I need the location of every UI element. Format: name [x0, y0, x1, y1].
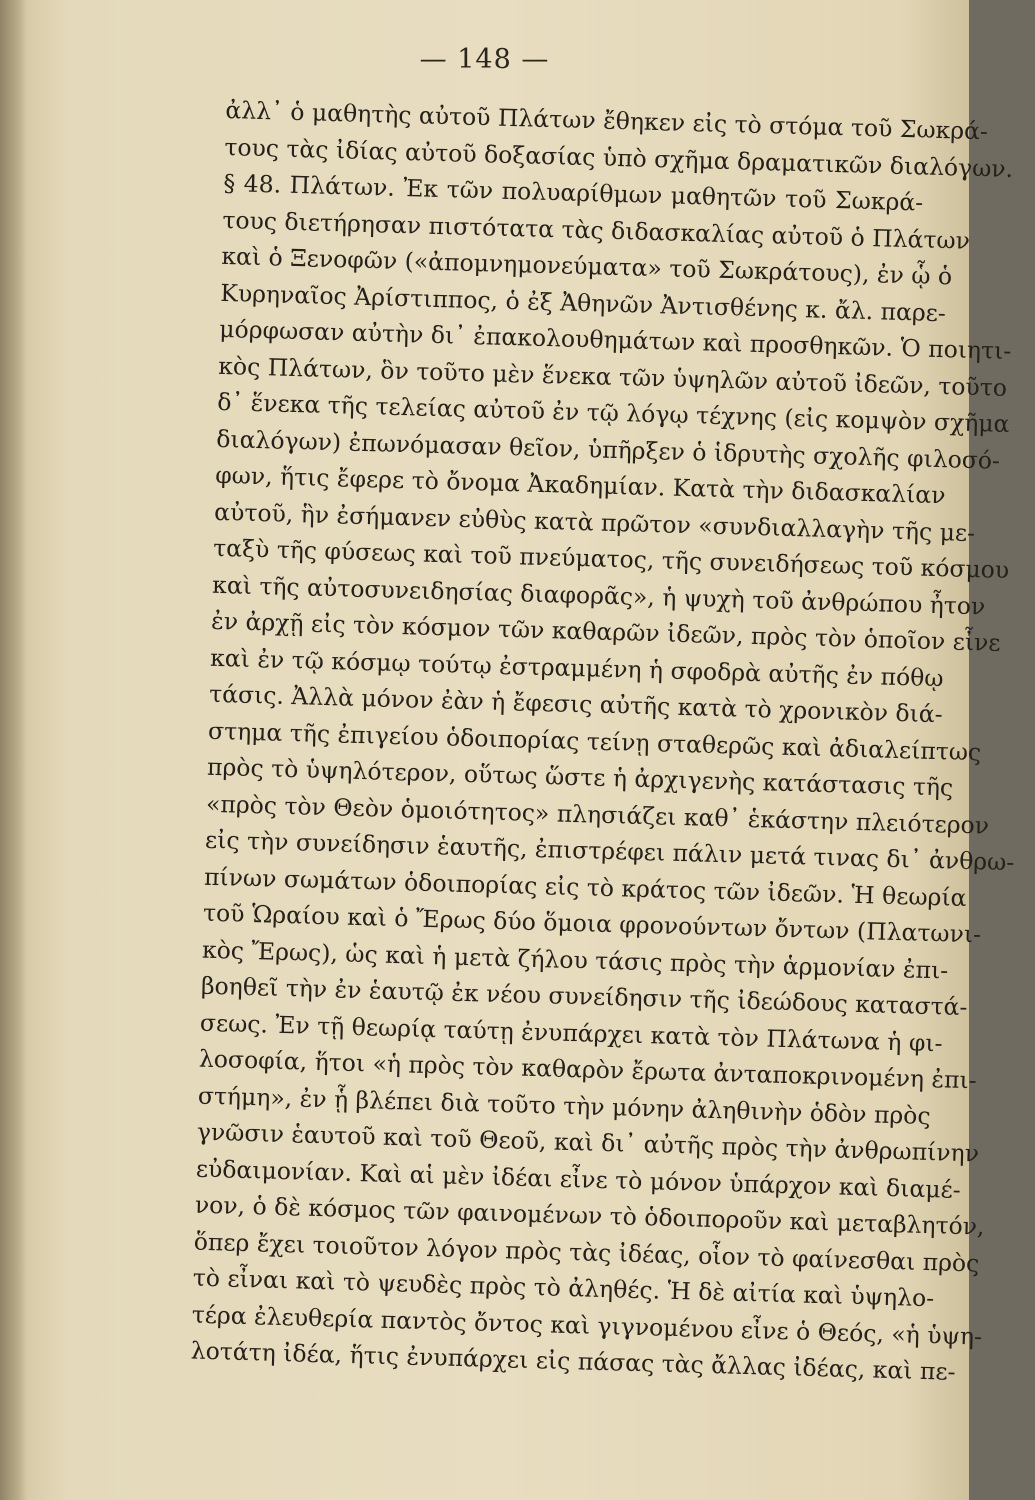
body-text: [190, 92, 1015, 1389]
text-line: ἐν ἀρχῇ εἰς τὸν κόσμον τῶν καθαρῶν ἰδεῶν, πρὸς τὸν ὁποῖον εἶνε: [210, 606, 1001, 657]
page-number: — 148 —: [419, 44, 550, 75]
text-line: λοτάτη ἰδέα, ἥτις ἐνυπάρχει εἰς πάσας τὰς ἄλλας ἰδέας, καὶ πε-: [190, 1336, 956, 1386]
text-line: στημα τῆς ἐπιγείου ὁδοιπορίας τείνῃ σταθερῶς καὶ ἀδιαλείπτως: [207, 716, 982, 766]
text-line: τέρα ἐλευθερία παντὸς ὄντος καὶ γιγνομένου εἶνε ὁ Θεός, «ἡ ὑψη-: [191, 1300, 983, 1351]
text-line: καὶ ὁ Ξενοφῶν («ἀπομνημονεύματα» τοῦ Σωκράτους), ἐν ᾧ ὁ: [221, 241, 953, 291]
text-line: μόρφωσαν αὐτὴν δι᾽ ἐπακολουθημάτων καὶ προσθηκῶν. Ὁ ποιητι-: [218, 314, 1012, 366]
text-line: τὸ εἶναι καὶ τὸ ψευδὲς πρὸς τὸ ἀληθές. Ἡ δὲ αἰτία καὶ ὑψηλο-: [192, 1263, 935, 1313]
text-line: σεως. Ἐν τῇ θεωρίᾳ ταύτῃ ἐνυπάρχει κατὰ τὸν Πλάτωνα ἡ φι-: [199, 1008, 943, 1057]
text-line: ὅπερ ἔχει τοιοῦτον λόγον πρὸς τὰς ἰδέας, οἷον τὸ φαίνεσθαι πρὸς: [193, 1227, 980, 1277]
text-line: κὸς Ἔρως), ὡς καὶ ἡ μετὰ ζήλου τάσις πρὸς τὴν ἁρμονίαν ἐπι-: [201, 935, 949, 985]
text-line: πίνων σωμάτων ὁδοιπορίας εἰς τὸ κράτος τῶν ἰδεῶν. Ἡ θεωρία: [203, 862, 967, 912]
text-line: καὶ ἐν τῷ κόσμῳ τούτῳ ἐστραμμένη ἡ σφοδρὰ αὐτῆς ἐν πόθῳ: [209, 643, 944, 692]
text-line: λοσοφία, ἥτοι «ἡ πρὸς τὸν καθαρὸν ἔρωτα ἀνταποκρινομένη ἐπι-: [198, 1044, 978, 1095]
text-line: αὐτοῦ, ἣν ἐσήμανεν εὐθὺς κατὰ πρῶτον «συνδιαλλαγὴν τῆς με-: [213, 497, 976, 547]
text-line: τάσις. Ἀλλὰ μόνον ἐὰν ἡ ἔφεσις αὐτῆς κατὰ τὸ χρονικὸν διά-: [208, 679, 943, 729]
text-line: πρὸς τὸ ὑψηλότερον, οὕτως ὥστε ἡ ἀρχιγενὴς κατάστασις τῆς: [206, 752, 954, 802]
text-line: τοῦ Ὡραίου καὶ ὁ Ἔρως δύο ὅμοια φρονούντων ὄντων (Πλατωνι-: [202, 898, 982, 949]
page-spine-shadow: [0, 0, 26, 1500]
text-line: εἰς τὴν συνείδησιν ἑαυτῆς, ἐπιστρέφει πάλιν μετά τινας δι᾽ ἀνθρω-: [204, 825, 1015, 877]
text-line: καὶ τῆς αὐτοσυνειδησίας διαφορᾶς», ἡ ψυχὴ τοῦ ἀνθρώπου ἦτον: [211, 570, 986, 620]
text-line: στήμη», ἐν ᾗ βλέπει διὰ τοῦτο τὴν μόνην ἀληθινὴν ὁδὸν πρὸς: [197, 1081, 931, 1130]
text-line: βοηθεῖ τὴν ἐν ἑαυτῷ ἐκ νέου συνείδησιν τῆς ἰδεώδους καταστά-: [200, 971, 968, 1022]
text-line: ταξὺ τῆς φύσεως καὶ τοῦ πνεύματος, τῆς συνειδήσεως τοῦ κόσμου: [212, 533, 1010, 585]
text-line: τους τὰς ἰδίας αὐτοῦ δοξασίας ὑπὸ σχῆμα δραματικῶν διαλόγων.: [224, 132, 1014, 183]
text-line: φων, ἥτις ἔφερε τὸ ὄνομα Ἀκαδημίαν. Κατὰ τὴν διδασκαλίαν: [214, 460, 946, 510]
text-line: ἀλλ᾽ ὁ μαθητὴς αὐτοῦ Πλάτων ἔθηκεν εἰς τὸ στόμα τοῦ Σωκρά-: [225, 95, 989, 146]
text-line: κὸς Πλάτων, ὃν τοῦτο μὲν ἕνεκα τῶν ὑψηλῶν αὐτοῦ ἰδεῶν, τοῦτο: [217, 351, 1008, 402]
text-line: § 48. Πλάτων. Ἐκ τῶν πολυαρίθμων μαθητῶν τοῦ Σωκρά-: [223, 168, 924, 217]
text-line: γνῶσιν ἑαυτοῦ καὶ τοῦ Θεοῦ, καὶ δι᾽ αὐτῆς πρὸς τὴν ἀνθρωπίνην: [196, 1117, 980, 1168]
text-line: νον, ὁ δὲ κόσμος τῶν φαινομένων τὸ ὁδοιποροῦν καὶ μεταβλητόν,: [194, 1190, 985, 1241]
text-line: εὐδαιμονίαν. Καὶ αἱ μὲν ἰδέαι εἶνε τὸ μόνον ὑπάρχον καὶ διαμέ-: [195, 1154, 962, 1204]
text-line: διαλόγων) ἐπωνόμασαν θεῖον, ὑπῆρξεν ὁ ἱδρυτὴς σχολῆς φιλοσό-: [215, 424, 1001, 475]
text-line: «πρὸς τὸν Θεὸν ὁμοιότητος» πλησιάζει καθ᾽ ἑκάστην πλειότερον: [205, 789, 990, 840]
text-line: δ᾽ ἕνεκα τῆς τελείας αὐτοῦ ἐν τῷ λόγῳ τέχνης (εἰς κομψὸν σχῆμα: [216, 387, 1010, 439]
text-line: τους διετήρησαν πιστότατα τὰς διδασκαλίας αὐτοῦ ὁ Πλάτων: [222, 205, 971, 255]
text-line: Κυρηναῖος Ἀρίστιππος, ὁ ἐξ Ἀθηνῶν Ἀντισθένης κ. ἄλ. παρε-: [220, 278, 947, 327]
